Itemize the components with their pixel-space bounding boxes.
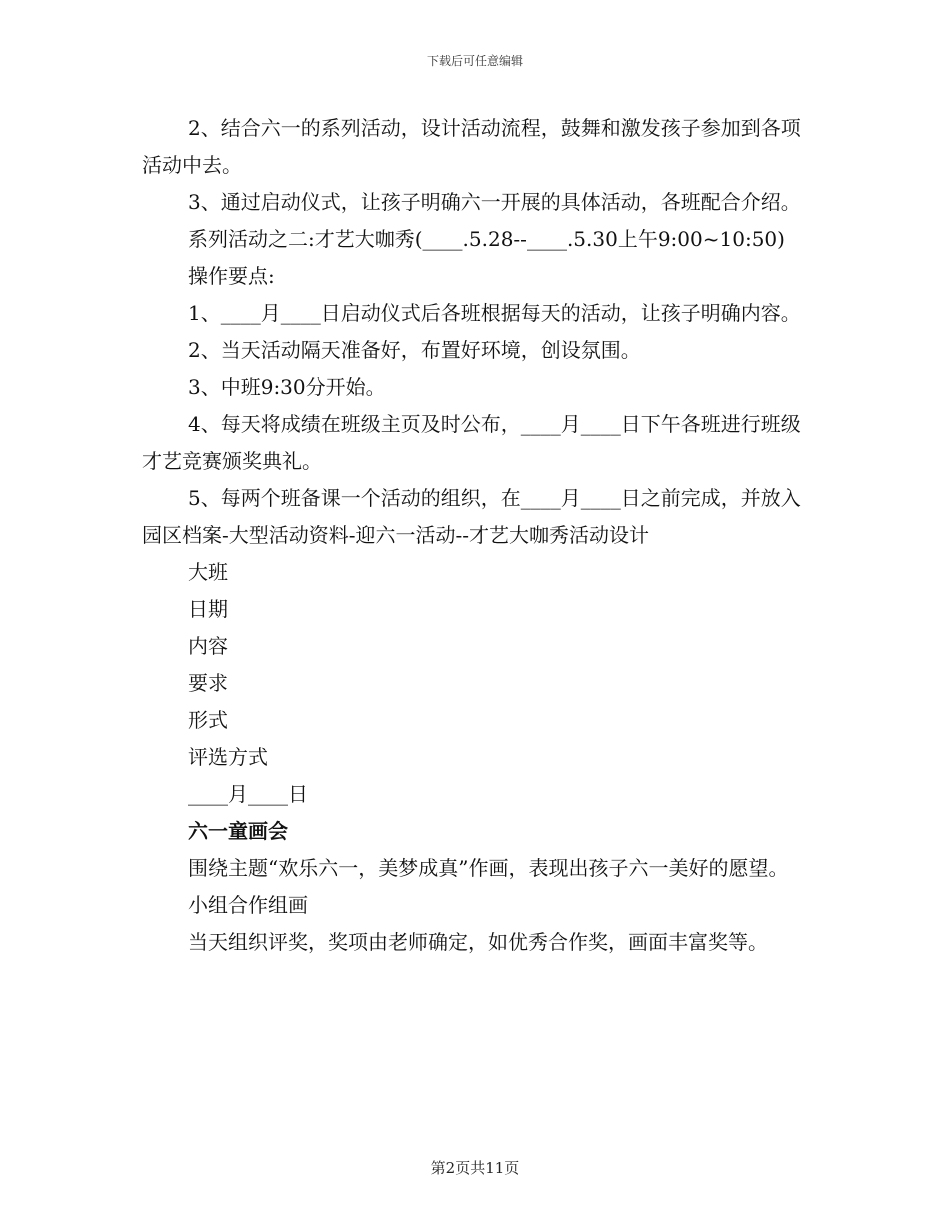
paragraph: 2、当天活动隔天准备好，布置好环境，创设氛围。 bbox=[188, 338, 641, 362]
document-body bbox=[142, 110, 812, 961]
paragraph: 日期 bbox=[188, 597, 228, 621]
paragraph: 要求 bbox=[188, 671, 228, 695]
paragraph: ____月____日 bbox=[188, 782, 308, 806]
paragraph: 大班 bbox=[188, 560, 228, 584]
paragraph: 小组合作组画 bbox=[188, 893, 308, 917]
paragraph: 形式 bbox=[188, 708, 228, 732]
paragraph: 3、通过启动仪式，让孩子明确六一开展的具体活动，各班配合介绍。 bbox=[188, 190, 801, 214]
paragraph: 4、每天将成绩在班级主页及时公布，____月____日下午各班进行班级才艺竞赛颁奖典礼。 bbox=[142, 412, 801, 473]
paragraph: 当天组织评奖，奖项由老师确定，如优秀合作奖，画面丰富奖等。 bbox=[188, 930, 768, 954]
section-heading: 六一童画会 bbox=[188, 819, 288, 843]
paragraph: 5、每两个班备课一个活动的组织，在____月____日之前完成，并放入园区档案-大型活动资料-迎六一活动--才艺大咖秀活动设计 bbox=[142, 486, 801, 547]
page-header: 下载后可任意编辑 bbox=[426, 54, 523, 68]
paragraph: 操作要点: bbox=[188, 264, 275, 288]
paragraph: 围绕主题“欢乐六一，美梦成真”作画，表现出孩子六一美好的愿望。 bbox=[188, 856, 789, 880]
paragraph: 内容 bbox=[188, 634, 228, 658]
paragraph: 1、____月____日启动仪式后各班根据每天的活动，让孩子明确内容。 bbox=[188, 301, 801, 325]
paragraph: 2、结合六一的系列活动，设计活动流程，鼓舞和激发孩子参加到各项活动中去。 bbox=[142, 116, 801, 177]
paragraph: 系列活动之二:才艺大咖秀(____.5.28--____.5.30上午9:00~10:50) bbox=[188, 227, 785, 251]
page-footer: 第2页共11页 bbox=[430, 1159, 520, 1177]
paragraph: 评选方式 bbox=[188, 745, 268, 769]
paragraph: 3、中班9:30分开始。 bbox=[188, 375, 386, 399]
